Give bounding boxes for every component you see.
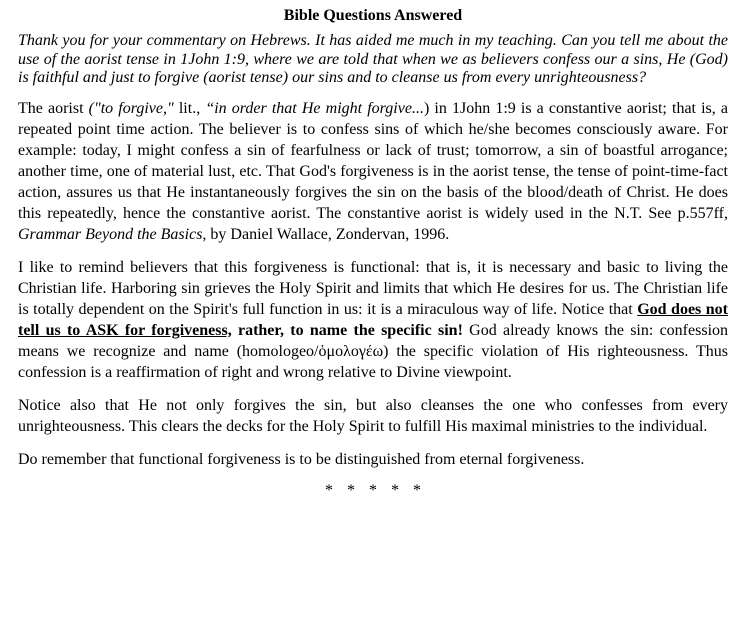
- p1-text-e: ) in 1John 1:9 is a constantive aorist; that is, a repeated point time action. The believer is to confess sins of which he/she becomes consciously aware. For example: today, I might confess a sin of fearfulness or lack of trust; tomorrow, a sin of boastful arrogance; another time, one of material lust, etc. That God's forgiveness is in the aorist tense, the tense of point-time-fact action, assures us that He instantaneously forgives the sin on the basis of the blood/death of Christ. He does this repeatedly, hence the constantive aorist. The constantive aorist is widely used in the N.T. See p.557ff,: [18, 99, 729, 222]
- p2-text-d: God already knows the sin: confession means we recognize and name (homologeo/ὁμολογέω) the specific violation of His righteousness. Thus confession is a reaffirmation of right and wrong relative to Divine viewpoint.: [18, 321, 729, 381]
- question-paragraph: Thank you for your commentary on Hebrews. It has aided me much in my teaching. Can you tell me about the use of the aorist tense in 1John 1:9, where we are told that when we as believers confess our a sins, He (God) is faithful and just to forgive (aorist tense) our sins and to cleanse us from every unrighteousness?: [18, 32, 728, 86]
- answer-paragraph-3: Notice also that He not only forgives the sin, but also cleanses the one who confesses from every unrighteousness. This clears the decks for the Holy Spirit to fulfill His maximal ministries to the individual.: [18, 396, 728, 435]
- p2-emphasis-underlined: God does not tell us to ASK for forgiveness,: [18, 300, 728, 339]
- p1-text-a: The aorist: [18, 99, 89, 117]
- page-title: Bible Questions Answered: [283, 7, 463, 24]
- p2-text-a: I like to remind believers that this forgiveness is functional: that is, it is necessary and basic to living the Christian life. Harboring sin grieves the Holy Spirit and limits that which He desires for us. The Christian life is totally dependent on the Spirit's full function in us: it is a miraculous way of life. Notice that: [18, 258, 728, 318]
- p1-quote-to-forgive: ("to forgive,": [88, 99, 174, 117]
- answer-paragraph-2: [18, 257, 728, 383]
- answer-paragraph-1: [18, 98, 728, 245]
- p1-text-g: , by Daniel Wallace, Zondervan, 1996.: [202, 225, 450, 243]
- p2-emphasis-bold: rather, to name the specific sin!: [231, 321, 463, 339]
- p1-quote-in-order: “in order that He might forgive...: [205, 99, 424, 117]
- answer-paragraph-4: Do remember that functional forgiveness is to be distinguished from eternal forgiveness.: [18, 450, 585, 468]
- p1-text-c: lit.,: [173, 99, 206, 117]
- p1-book-title: Grammar Beyond the Basics: [18, 225, 203, 243]
- section-end-stars: * * * * *: [325, 481, 421, 499]
